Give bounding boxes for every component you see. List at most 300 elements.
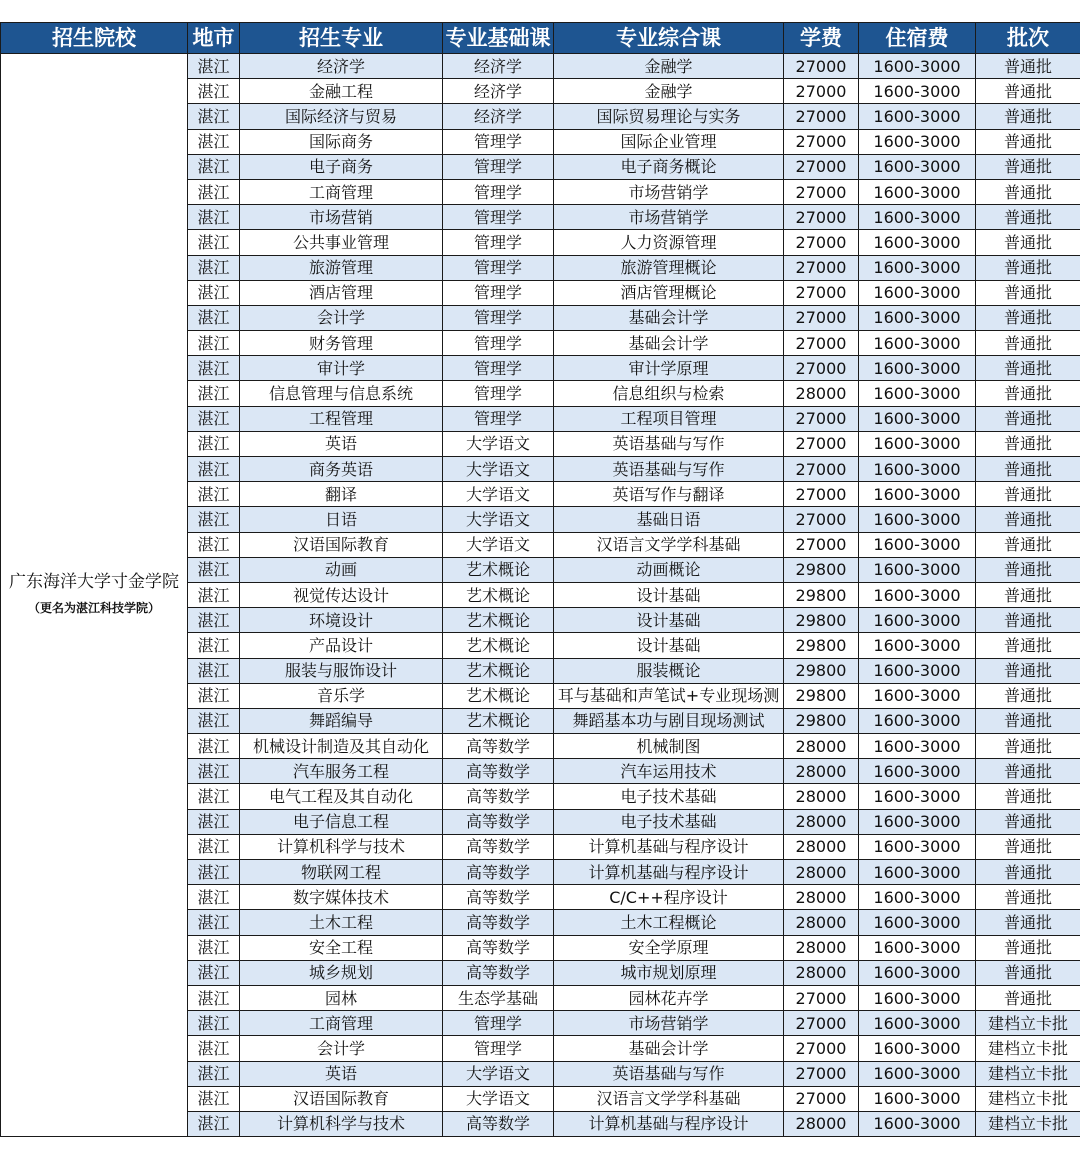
major-cell: 经济学 bbox=[240, 54, 443, 79]
city-cell: 湛江 bbox=[188, 356, 240, 381]
header-major: 招生专业 bbox=[240, 23, 443, 54]
basic-course-cell: 高等数学 bbox=[443, 734, 554, 759]
basic-course-cell: 管理学 bbox=[443, 1011, 554, 1036]
tuition-cell: 29800 bbox=[784, 557, 859, 582]
batch-cell: 普通批 bbox=[976, 457, 1080, 482]
basic-course-cell: 艺术概论 bbox=[443, 633, 554, 658]
city-cell: 湛江 bbox=[188, 457, 240, 482]
comprehensive-course-cell: 服装概论 bbox=[554, 658, 784, 683]
comprehensive-course-cell: 汉语言文学学科基础 bbox=[554, 532, 784, 557]
major-cell: 数字媒体技术 bbox=[240, 885, 443, 910]
basic-course-cell: 管理学 bbox=[443, 331, 554, 356]
comprehensive-course-cell: 英语基础与写作 bbox=[554, 457, 784, 482]
tuition-cell: 29800 bbox=[784, 708, 859, 733]
tuition-cell: 27000 bbox=[784, 356, 859, 381]
comprehensive-course-cell: 耳与基础和声笔试+专业现场测 bbox=[554, 683, 784, 708]
batch-cell: 普通批 bbox=[976, 834, 1080, 859]
comprehensive-course-cell: 汉语言文学学科基础 bbox=[554, 1086, 784, 1111]
batch-cell: 普通批 bbox=[976, 683, 1080, 708]
basic-course-cell: 管理学 bbox=[443, 255, 554, 280]
basic-course-cell: 管理学 bbox=[443, 280, 554, 305]
major-cell: 会计学 bbox=[240, 305, 443, 330]
accommodation-cell: 1600-3000 bbox=[859, 230, 976, 255]
comprehensive-course-cell: 计算机基础与程序设计 bbox=[554, 860, 784, 885]
tuition-cell: 28000 bbox=[784, 759, 859, 784]
accommodation-cell: 1600-3000 bbox=[859, 557, 976, 582]
city-cell: 湛江 bbox=[188, 935, 240, 960]
city-cell: 湛江 bbox=[188, 734, 240, 759]
tuition-cell: 27000 bbox=[784, 532, 859, 557]
accommodation-cell: 1600-3000 bbox=[859, 179, 976, 204]
basic-course-cell: 艺术概论 bbox=[443, 582, 554, 607]
batch-cell: 普通批 bbox=[976, 759, 1080, 784]
tuition-cell: 28000 bbox=[784, 381, 859, 406]
city-cell: 湛江 bbox=[188, 683, 240, 708]
accommodation-cell: 1600-3000 bbox=[859, 154, 976, 179]
basic-course-cell: 大学语文 bbox=[443, 532, 554, 557]
city-cell: 湛江 bbox=[188, 809, 240, 834]
city-cell: 湛江 bbox=[188, 255, 240, 280]
comprehensive-course-cell: 市场营销学 bbox=[554, 1011, 784, 1036]
major-cell: 汉语国际教育 bbox=[240, 532, 443, 557]
major-cell: 财务管理 bbox=[240, 331, 443, 356]
city-cell: 湛江 bbox=[188, 633, 240, 658]
batch-cell: 普通批 bbox=[976, 205, 1080, 230]
header-tuition: 学费 bbox=[784, 23, 859, 54]
major-cell: 旅游管理 bbox=[240, 255, 443, 280]
tuition-cell: 27000 bbox=[784, 280, 859, 305]
comprehensive-course-cell: 金融学 bbox=[554, 79, 784, 104]
tuition-cell: 27000 bbox=[784, 1036, 859, 1061]
accommodation-cell: 1600-3000 bbox=[859, 910, 976, 935]
batch-cell: 普通批 bbox=[976, 54, 1080, 79]
accommodation-cell: 1600-3000 bbox=[859, 1111, 976, 1136]
accommodation-cell: 1600-3000 bbox=[859, 305, 976, 330]
city-cell: 湛江 bbox=[188, 784, 240, 809]
comprehensive-course-cell: 基础会计学 bbox=[554, 305, 784, 330]
city-cell: 湛江 bbox=[188, 759, 240, 784]
city-cell: 湛江 bbox=[188, 431, 240, 456]
accommodation-cell: 1600-3000 bbox=[859, 507, 976, 532]
major-cell: 动画 bbox=[240, 557, 443, 582]
major-cell: 音乐学 bbox=[240, 683, 443, 708]
batch-cell: 普通批 bbox=[976, 230, 1080, 255]
major-cell: 汉语国际教育 bbox=[240, 1086, 443, 1111]
city-cell: 湛江 bbox=[188, 230, 240, 255]
tuition-cell: 27000 bbox=[784, 54, 859, 79]
header-accommodation: 住宿费 bbox=[859, 23, 976, 54]
batch-cell: 普通批 bbox=[976, 532, 1080, 557]
comprehensive-course-cell: 金融学 bbox=[554, 54, 784, 79]
major-cell: 酒店管理 bbox=[240, 280, 443, 305]
tuition-cell: 28000 bbox=[784, 1111, 859, 1136]
school-rename-note: （更名为湛江科技学院） bbox=[27, 601, 160, 616]
major-cell: 计算机科学与技术 bbox=[240, 1111, 443, 1136]
batch-cell: 建档立卡批 bbox=[976, 1036, 1080, 1061]
comprehensive-course-cell: 电子技术基础 bbox=[554, 784, 784, 809]
city-cell: 湛江 bbox=[188, 658, 240, 683]
comprehensive-course-cell: 基础会计学 bbox=[554, 1036, 784, 1061]
batch-cell: 普通批 bbox=[976, 809, 1080, 834]
batch-cell: 普通批 bbox=[976, 658, 1080, 683]
batch-cell: 建档立卡批 bbox=[976, 1111, 1080, 1136]
comprehensive-course-cell: 英语基础与写作 bbox=[554, 431, 784, 456]
tuition-cell: 27000 bbox=[784, 305, 859, 330]
comprehensive-course-cell: 城市规划原理 bbox=[554, 960, 784, 985]
comprehensive-course-cell: 酒店管理概论 bbox=[554, 280, 784, 305]
tuition-cell: 27000 bbox=[784, 1011, 859, 1036]
accommodation-cell: 1600-3000 bbox=[859, 708, 976, 733]
accommodation-cell: 1600-3000 bbox=[859, 608, 976, 633]
batch-cell: 普通批 bbox=[976, 331, 1080, 356]
basic-course-cell: 高等数学 bbox=[443, 809, 554, 834]
basic-course-cell: 经济学 bbox=[443, 104, 554, 129]
major-cell: 国际经济与贸易 bbox=[240, 104, 443, 129]
major-cell: 计算机科学与技术 bbox=[240, 834, 443, 859]
comprehensive-course-cell: 市场营销学 bbox=[554, 179, 784, 204]
header-batch: 批次 bbox=[976, 23, 1080, 54]
tuition-cell: 27000 bbox=[784, 431, 859, 456]
batch-cell: 普通批 bbox=[976, 482, 1080, 507]
tuition-cell: 29800 bbox=[784, 608, 859, 633]
comprehensive-course-cell: 审计学原理 bbox=[554, 356, 784, 381]
tuition-cell: 27000 bbox=[784, 79, 859, 104]
tuition-cell: 29800 bbox=[784, 683, 859, 708]
admissions-table bbox=[0, 22, 1080, 1137]
batch-cell: 普通批 bbox=[976, 935, 1080, 960]
basic-course-cell: 经济学 bbox=[443, 79, 554, 104]
comprehensive-course-cell: 国际企业管理 bbox=[554, 129, 784, 154]
batch-cell: 普通批 bbox=[976, 708, 1080, 733]
comprehensive-course-cell: 安全学原理 bbox=[554, 935, 784, 960]
header-school: 招生院校 bbox=[1, 23, 188, 54]
basic-course-cell: 高等数学 bbox=[443, 960, 554, 985]
major-cell: 电子信息工程 bbox=[240, 809, 443, 834]
batch-cell: 普通批 bbox=[976, 633, 1080, 658]
accommodation-cell: 1600-3000 bbox=[859, 683, 976, 708]
batch-cell: 普通批 bbox=[976, 356, 1080, 381]
city-cell: 湛江 bbox=[188, 985, 240, 1010]
city-cell: 湛江 bbox=[188, 1061, 240, 1086]
city-cell: 湛江 bbox=[188, 1111, 240, 1136]
city-cell: 湛江 bbox=[188, 860, 240, 885]
comprehensive-course-cell: 汽车运用技术 bbox=[554, 759, 784, 784]
tuition-cell: 28000 bbox=[784, 834, 859, 859]
tuition-cell: 27000 bbox=[784, 406, 859, 431]
tuition-cell: 27000 bbox=[784, 331, 859, 356]
batch-cell: 普通批 bbox=[976, 582, 1080, 607]
accommodation-cell: 1600-3000 bbox=[859, 54, 976, 79]
comprehensive-course-cell: 英语基础与写作 bbox=[554, 1061, 784, 1086]
major-cell: 工程管理 bbox=[240, 406, 443, 431]
city-cell: 湛江 bbox=[188, 381, 240, 406]
accommodation-cell: 1600-3000 bbox=[859, 582, 976, 607]
major-cell: 工商管理 bbox=[240, 179, 443, 204]
major-cell: 电气工程及其自动化 bbox=[240, 784, 443, 809]
comprehensive-course-cell: 市场营销学 bbox=[554, 205, 784, 230]
city-cell: 湛江 bbox=[188, 834, 240, 859]
accommodation-cell: 1600-3000 bbox=[859, 633, 976, 658]
basic-course-cell: 生态学基础 bbox=[443, 985, 554, 1010]
basic-course-cell: 大学语文 bbox=[443, 507, 554, 532]
major-cell: 会计学 bbox=[240, 1036, 443, 1061]
accommodation-cell: 1600-3000 bbox=[859, 431, 976, 456]
batch-cell: 普通批 bbox=[976, 431, 1080, 456]
basic-course-cell: 艺术概论 bbox=[443, 608, 554, 633]
major-cell: 信息管理与信息系统 bbox=[240, 381, 443, 406]
basic-course-cell: 管理学 bbox=[443, 356, 554, 381]
batch-cell: 普通批 bbox=[976, 381, 1080, 406]
city-cell: 湛江 bbox=[188, 104, 240, 129]
comprehensive-course-cell: 基础会计学 bbox=[554, 331, 784, 356]
batch-cell: 普通批 bbox=[976, 784, 1080, 809]
batch-cell: 建档立卡批 bbox=[976, 1011, 1080, 1036]
tuition-cell: 29800 bbox=[784, 582, 859, 607]
city-cell: 湛江 bbox=[188, 885, 240, 910]
batch-cell: 普通批 bbox=[976, 608, 1080, 633]
accommodation-cell: 1600-3000 bbox=[859, 482, 976, 507]
table-body bbox=[1, 54, 1080, 1137]
accommodation-cell: 1600-3000 bbox=[859, 985, 976, 1010]
basic-course-cell: 艺术概论 bbox=[443, 683, 554, 708]
major-cell: 舞蹈编导 bbox=[240, 708, 443, 733]
batch-cell: 普通批 bbox=[976, 910, 1080, 935]
accommodation-cell: 1600-3000 bbox=[859, 935, 976, 960]
major-cell: 机械设计制造及其自动化 bbox=[240, 734, 443, 759]
basic-course-cell: 大学语文 bbox=[443, 1061, 554, 1086]
comprehensive-course-cell: 设计基础 bbox=[554, 582, 784, 607]
tuition-cell: 28000 bbox=[784, 809, 859, 834]
batch-cell: 普通批 bbox=[976, 255, 1080, 280]
tuition-cell: 28000 bbox=[784, 784, 859, 809]
major-cell: 物联网工程 bbox=[240, 860, 443, 885]
tuition-cell: 28000 bbox=[784, 734, 859, 759]
city-cell: 湛江 bbox=[188, 708, 240, 733]
tuition-cell: 27000 bbox=[784, 205, 859, 230]
comprehensive-course-cell: 园林花卉学 bbox=[554, 985, 784, 1010]
comprehensive-course-cell: 计算机基础与程序设计 bbox=[554, 834, 784, 859]
tuition-cell: 27000 bbox=[784, 154, 859, 179]
major-cell: 汽车服务工程 bbox=[240, 759, 443, 784]
accommodation-cell: 1600-3000 bbox=[859, 1011, 976, 1036]
basic-course-cell: 管理学 bbox=[443, 129, 554, 154]
major-cell: 审计学 bbox=[240, 356, 443, 381]
major-cell: 产品设计 bbox=[240, 633, 443, 658]
accommodation-cell: 1600-3000 bbox=[859, 809, 976, 834]
major-cell: 工商管理 bbox=[240, 1011, 443, 1036]
city-cell: 湛江 bbox=[188, 507, 240, 532]
tuition-cell: 28000 bbox=[784, 935, 859, 960]
accommodation-cell: 1600-3000 bbox=[859, 280, 976, 305]
basic-course-cell: 管理学 bbox=[443, 381, 554, 406]
basic-course-cell: 管理学 bbox=[443, 154, 554, 179]
major-cell: 金融工程 bbox=[240, 79, 443, 104]
basic-course-cell: 大学语文 bbox=[443, 431, 554, 456]
tuition-cell: 28000 bbox=[784, 910, 859, 935]
comprehensive-course-cell: 电子技术基础 bbox=[554, 809, 784, 834]
city-cell: 湛江 bbox=[188, 406, 240, 431]
comprehensive-course-cell: 国际贸易理论与实务 bbox=[554, 104, 784, 129]
basic-course-cell: 高等数学 bbox=[443, 935, 554, 960]
city-cell: 湛江 bbox=[188, 1011, 240, 1036]
batch-cell: 普通批 bbox=[976, 104, 1080, 129]
city-cell: 湛江 bbox=[188, 154, 240, 179]
basic-course-cell: 管理学 bbox=[443, 230, 554, 255]
comprehensive-course-cell: 基础日语 bbox=[554, 507, 784, 532]
city-cell: 湛江 bbox=[188, 54, 240, 79]
tuition-cell: 28000 bbox=[784, 860, 859, 885]
major-cell: 国际商务 bbox=[240, 129, 443, 154]
accommodation-cell: 1600-3000 bbox=[859, 406, 976, 431]
comprehensive-course-cell: 人力资源管理 bbox=[554, 230, 784, 255]
basic-course-cell: 大学语文 bbox=[443, 1086, 554, 1111]
major-cell: 电子商务 bbox=[240, 154, 443, 179]
basic-course-cell: 高等数学 bbox=[443, 1111, 554, 1136]
basic-course-cell: 大学语文 bbox=[443, 482, 554, 507]
accommodation-cell: 1600-3000 bbox=[859, 658, 976, 683]
city-cell: 湛江 bbox=[188, 179, 240, 204]
batch-cell: 普通批 bbox=[976, 507, 1080, 532]
city-cell: 湛江 bbox=[188, 129, 240, 154]
comprehensive-course-cell: 英语写作与翻译 bbox=[554, 482, 784, 507]
accommodation-cell: 1600-3000 bbox=[859, 834, 976, 859]
accommodation-cell: 1600-3000 bbox=[859, 129, 976, 154]
comprehensive-course-cell: 电子商务概论 bbox=[554, 154, 784, 179]
basic-course-cell: 管理学 bbox=[443, 406, 554, 431]
tuition-cell: 27000 bbox=[784, 230, 859, 255]
accommodation-cell: 1600-3000 bbox=[859, 734, 976, 759]
batch-cell: 普通批 bbox=[976, 305, 1080, 330]
school-cell bbox=[1, 54, 188, 1137]
major-cell: 商务英语 bbox=[240, 457, 443, 482]
comprehensive-course-cell: 信息组织与检索 bbox=[554, 381, 784, 406]
tuition-cell: 27000 bbox=[784, 457, 859, 482]
comprehensive-course-cell: 设计基础 bbox=[554, 608, 784, 633]
tuition-cell: 28000 bbox=[784, 960, 859, 985]
city-cell: 湛江 bbox=[188, 557, 240, 582]
basic-course-cell: 管理学 bbox=[443, 179, 554, 204]
major-cell: 翻译 bbox=[240, 482, 443, 507]
city-cell: 湛江 bbox=[188, 532, 240, 557]
city-cell: 湛江 bbox=[188, 582, 240, 607]
tuition-cell: 27000 bbox=[784, 255, 859, 280]
city-cell: 湛江 bbox=[188, 608, 240, 633]
tuition-cell: 27000 bbox=[784, 507, 859, 532]
major-cell: 英语 bbox=[240, 1061, 443, 1086]
tuition-cell: 27000 bbox=[784, 104, 859, 129]
comprehensive-course-cell: 机械制图 bbox=[554, 734, 784, 759]
city-cell: 湛江 bbox=[188, 910, 240, 935]
accommodation-cell: 1600-3000 bbox=[859, 885, 976, 910]
tuition-cell: 28000 bbox=[784, 885, 859, 910]
major-cell: 安全工程 bbox=[240, 935, 443, 960]
tuition-cell: 27000 bbox=[784, 179, 859, 204]
city-cell: 湛江 bbox=[188, 79, 240, 104]
batch-cell: 普通批 bbox=[976, 557, 1080, 582]
tuition-cell: 27000 bbox=[784, 1061, 859, 1086]
accommodation-cell: 1600-3000 bbox=[859, 960, 976, 985]
accommodation-cell: 1600-3000 bbox=[859, 759, 976, 784]
batch-cell: 普通批 bbox=[976, 960, 1080, 985]
tuition-cell: 27000 bbox=[784, 1086, 859, 1111]
accommodation-cell: 1600-3000 bbox=[859, 255, 976, 280]
basic-course-cell: 艺术概论 bbox=[443, 658, 554, 683]
city-cell: 湛江 bbox=[188, 205, 240, 230]
major-cell: 土木工程 bbox=[240, 910, 443, 935]
batch-cell: 建档立卡批 bbox=[976, 1061, 1080, 1086]
accommodation-cell: 1600-3000 bbox=[859, 1086, 976, 1111]
accommodation-cell: 1600-3000 bbox=[859, 381, 976, 406]
header-city: 地市 bbox=[188, 23, 240, 54]
major-cell: 城乡规划 bbox=[240, 960, 443, 985]
basic-course-cell: 高等数学 bbox=[443, 834, 554, 859]
tuition-cell: 27000 bbox=[784, 129, 859, 154]
accommodation-cell: 1600-3000 bbox=[859, 104, 976, 129]
basic-course-cell: 大学语文 bbox=[443, 457, 554, 482]
batch-cell: 普通批 bbox=[976, 154, 1080, 179]
tuition-cell: 27000 bbox=[784, 985, 859, 1010]
accommodation-cell: 1600-3000 bbox=[859, 331, 976, 356]
comprehensive-course-cell: 设计基础 bbox=[554, 633, 784, 658]
table-row bbox=[1, 54, 1080, 79]
major-cell: 服装与服饰设计 bbox=[240, 658, 443, 683]
basic-course-cell: 高等数学 bbox=[443, 860, 554, 885]
comprehensive-course-cell: 计算机基础与程序设计 bbox=[554, 1111, 784, 1136]
accommodation-cell: 1600-3000 bbox=[859, 457, 976, 482]
city-cell: 湛江 bbox=[188, 305, 240, 330]
major-cell: 英语 bbox=[240, 431, 443, 456]
batch-cell: 普通批 bbox=[976, 734, 1080, 759]
city-cell: 湛江 bbox=[188, 331, 240, 356]
batch-cell: 普通批 bbox=[976, 129, 1080, 154]
tuition-cell: 27000 bbox=[784, 482, 859, 507]
batch-cell: 普通批 bbox=[976, 280, 1080, 305]
batch-cell: 普通批 bbox=[976, 885, 1080, 910]
basic-course-cell: 高等数学 bbox=[443, 784, 554, 809]
city-cell: 湛江 bbox=[188, 1086, 240, 1111]
accommodation-cell: 1600-3000 bbox=[859, 532, 976, 557]
accommodation-cell: 1600-3000 bbox=[859, 356, 976, 381]
major-cell: 市场营销 bbox=[240, 205, 443, 230]
admissions-table-wrapper bbox=[0, 22, 1080, 1137]
header-comprehensive-course: 专业综合课 bbox=[554, 23, 784, 54]
header-basic-course: 专业基础课 bbox=[443, 23, 554, 54]
accommodation-cell: 1600-3000 bbox=[859, 1036, 976, 1061]
accommodation-cell: 1600-3000 bbox=[859, 784, 976, 809]
major-cell: 日语 bbox=[240, 507, 443, 532]
accommodation-cell: 1600-3000 bbox=[859, 79, 976, 104]
basic-course-cell: 艺术概论 bbox=[443, 557, 554, 582]
basic-course-cell: 艺术概论 bbox=[443, 708, 554, 733]
batch-cell: 普通批 bbox=[976, 406, 1080, 431]
comprehensive-course-cell: 土木工程概论 bbox=[554, 910, 784, 935]
comprehensive-course-cell: C/C++程序设计 bbox=[554, 885, 784, 910]
school-name: 广东海洋大学寸金学院 bbox=[9, 572, 179, 593]
city-cell: 湛江 bbox=[188, 1036, 240, 1061]
basic-course-cell: 高等数学 bbox=[443, 910, 554, 935]
major-cell: 视觉传达设计 bbox=[240, 582, 443, 607]
batch-cell: 普通批 bbox=[976, 985, 1080, 1010]
batch-cell: 普通批 bbox=[976, 860, 1080, 885]
comprehensive-course-cell: 动画概论 bbox=[554, 557, 784, 582]
comprehensive-course-cell: 舞蹈基本功与剧目现场测试 bbox=[554, 708, 784, 733]
basic-course-cell: 高等数学 bbox=[443, 759, 554, 784]
batch-cell: 普通批 bbox=[976, 79, 1080, 104]
accommodation-cell: 1600-3000 bbox=[859, 860, 976, 885]
comprehensive-course-cell: 旅游管理概论 bbox=[554, 255, 784, 280]
major-cell: 环境设计 bbox=[240, 608, 443, 633]
basic-course-cell: 管理学 bbox=[443, 205, 554, 230]
